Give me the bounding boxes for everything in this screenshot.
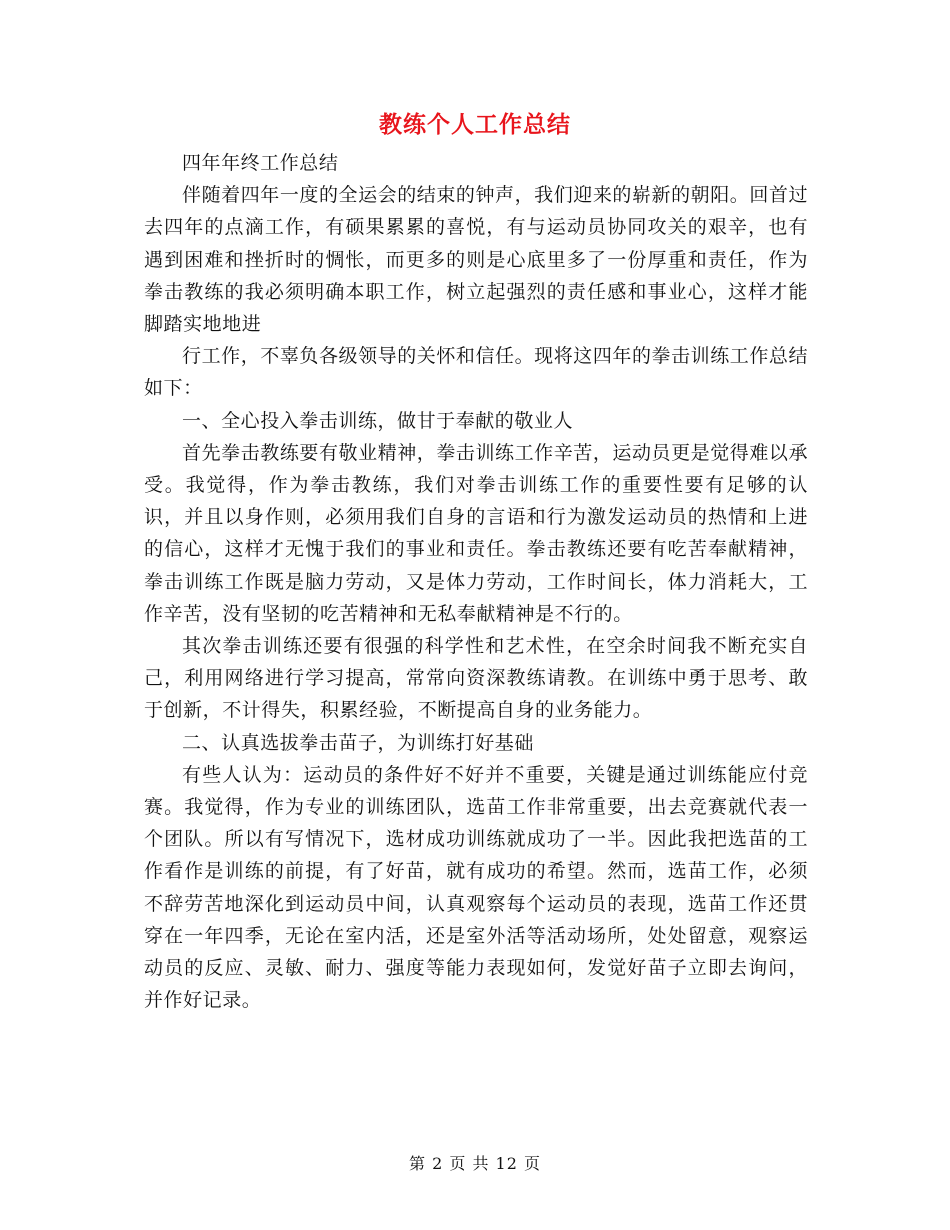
paragraph: 四年年终工作总结: [182, 152, 339, 174]
section-heading: 一、全心投入拳击训练，做甘于奉献的敬业人: [182, 409, 574, 432]
document-body: [144, 147, 808, 1016]
total-pages-number: 12: [495, 1154, 518, 1173]
paragraph: 行工作，不辜负各级领导的关怀和信任。现将这四年的拳击训练工作总结如下：: [144, 345, 808, 400]
current-page-number: 2: [432, 1154, 444, 1173]
document-title: 教练个人工作总结: [379, 112, 571, 138]
paragraph: 伴随着四年一度的全运会的结束的钟声，我们迎来的崭新的朝阳。回首过去四年的点滴工作，有硕果累累的喜悦，有与运动员协同攻关的艰辛，也有遇到困难和挫折时的惆怅，而更多的则是心底里多了一份厚重和责任，作为拳击教练的我必须明确本职工作，树立起强烈的责任感和事业心，这样才能脚踏实地地进: [144, 184, 808, 336]
footer-middle: 页 共: [449, 1154, 490, 1173]
paragraph: 其次拳击训练还要有很强的科学性和艺术性，在空余时间我不断充实自己，利用网络进行学习提高，常常向资深教练请教。在训练中勇于思考、敢于创新，不计得失，积累经验，不断提高自身的业务能力。: [144, 635, 808, 722]
paragraph: 首先拳击教练要有敬业精神，拳击训练工作辛苦，运动员更是觉得难以承受。我觉得，作为拳击教练，我们对拳击训练工作的重要性要有足够的认识，并且以身作则，必须用我们自身的言语和行为激发运动员的热情和上进的信心，这样才无愧于我们的事业和责任。拳击教练还要有吃苦奉献精神，拳击训练工作既是脑力劳动，又是体力劳动，工作时间长，体力消耗大，工作辛苦，没有坚韧的吃苦精神和无私奉献精神是不行的。: [144, 441, 808, 625]
section-heading: 二、认真选拔拳击苗子，为训练打好基础: [182, 731, 534, 754]
footer-suffix: 页: [524, 1154, 542, 1173]
paragraph: 有些人认为：运动员的条件好不好并不重要，关键是通过训练能应付竞赛。我觉得，作为专业的训练团队，选苗工作非常重要，出去竞赛就代表一个团队。所以有写情况下，选材成功训练就成功了一半。因此我把选苗的工作看作是训练的前提，有了好苗，就有成功的希望。然而，选苗工作，必须不辞劳苦地深化到运动员中间，认真观察每个运动员的表现，选苗工作还贯穿在一年四季，无论在室内活，还是室外活等活动场所，处处留意，观察运动员的反应、灵敏、耐力、强度等能力表现如何，发觉好苗子立即去询问，并作好记录。: [144, 763, 808, 1012]
page-footer: [0, 1152, 950, 1176]
footer-prefix: 第: [408, 1154, 426, 1173]
